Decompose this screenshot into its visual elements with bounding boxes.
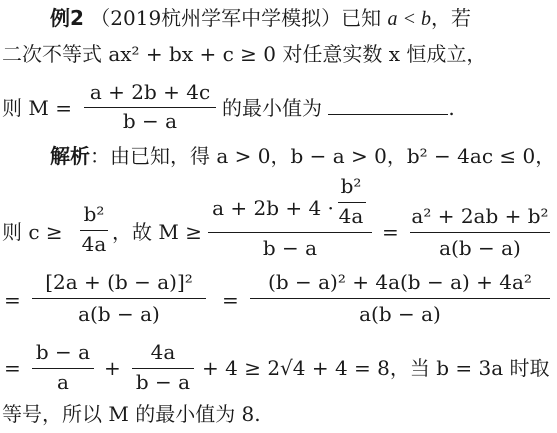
solution-line-2-eq: = <box>382 220 399 244</box>
big-fraction-denominator: b − a <box>262 236 318 260</box>
line4-frac2-bar <box>132 368 194 369</box>
line3-frac1-numerator: [2a + (b − a)]² <box>45 270 193 294</box>
right-fraction-bar <box>410 232 550 233</box>
right-fraction-denominator: a(b − a) <box>439 236 521 260</box>
line3-frac1-bar <box>32 298 206 299</box>
solution-line-3-eq1: = <box>4 288 21 312</box>
line4-frac1-numerator: b − a <box>35 340 91 364</box>
solution-line-2-prefix: 则 c ≥ <box>2 220 63 244</box>
example-source: （2019杭州学军中学模拟）已知 <box>90 6 382 30</box>
solution-line-4-eq: = <box>4 356 21 380</box>
example-fraction-numerator: a + 2b + 4c <box>89 80 211 104</box>
example-line-1 <box>50 6 471 31</box>
solution-line-2-mid: ，故 M ≥ <box>112 220 202 244</box>
solution-line-3-eq2: = <box>222 288 239 312</box>
solution-line-1-text: ：由已知，得 a > 0，b − a > 0，b² − 4ac ≤ 0， <box>90 144 556 168</box>
solution-line-1 <box>50 144 555 168</box>
example-suffix-text: 的最小值为 <box>222 96 322 120</box>
solution-line-5: 等号，所以 M 的最小值为 8. <box>2 402 261 426</box>
c-bound-numerator: b² <box>83 202 105 226</box>
solution-line-4-plus: + <box>104 356 121 380</box>
solution-label: 解析 <box>50 144 90 168</box>
line3-frac1-denominator: a(b − a) <box>78 302 160 326</box>
example-line-3-suffix <box>222 96 455 120</box>
example-condition: a < b <box>387 8 432 30</box>
line3-frac2-denominator: a(b − a) <box>359 302 441 326</box>
line4-frac2-numerator: 4a <box>150 340 176 364</box>
line4-frac1-bar <box>32 368 94 369</box>
c-bound-bar <box>80 230 108 231</box>
line3-frac2-numerator: (b − a)² + 4a(b − a) + 4a² <box>268 270 532 294</box>
example-fraction-denominator: b − a <box>122 109 178 133</box>
example-cond-tail: ，若 <box>431 6 472 30</box>
right-fraction-numerator: a² + 2ab + b² <box>411 204 549 228</box>
inner-fraction-denominator: 4a <box>338 204 364 228</box>
example-line-2: 二次不等式 ax² + bx + c ≥ 0 对任意实数 x 恒成立， <box>2 42 487 66</box>
line4-frac1-denominator: a <box>57 370 69 394</box>
example-label: 例2 <box>50 6 84 30</box>
line3-frac2-bar <box>250 298 550 299</box>
big-numerator-left: a + 2b + 4 · <box>212 196 334 220</box>
big-fraction-bar <box>208 232 372 233</box>
example-line-3-prefix: 则 M = <box>2 96 72 120</box>
example-line-3-end: . <box>448 96 455 120</box>
inner-fraction-bar <box>338 202 366 203</box>
inner-fraction-numerator: b² <box>340 174 362 198</box>
solution-line-4-tail: + 4 ≥ 2√4 + 4 = 8，当 b = 3a 时取 <box>202 356 550 380</box>
answer-blank <box>328 96 448 115</box>
line4-frac2-denominator: b − a <box>135 370 191 394</box>
example-fraction-bar <box>84 107 216 108</box>
c-bound-denominator: 4a <box>81 232 107 256</box>
